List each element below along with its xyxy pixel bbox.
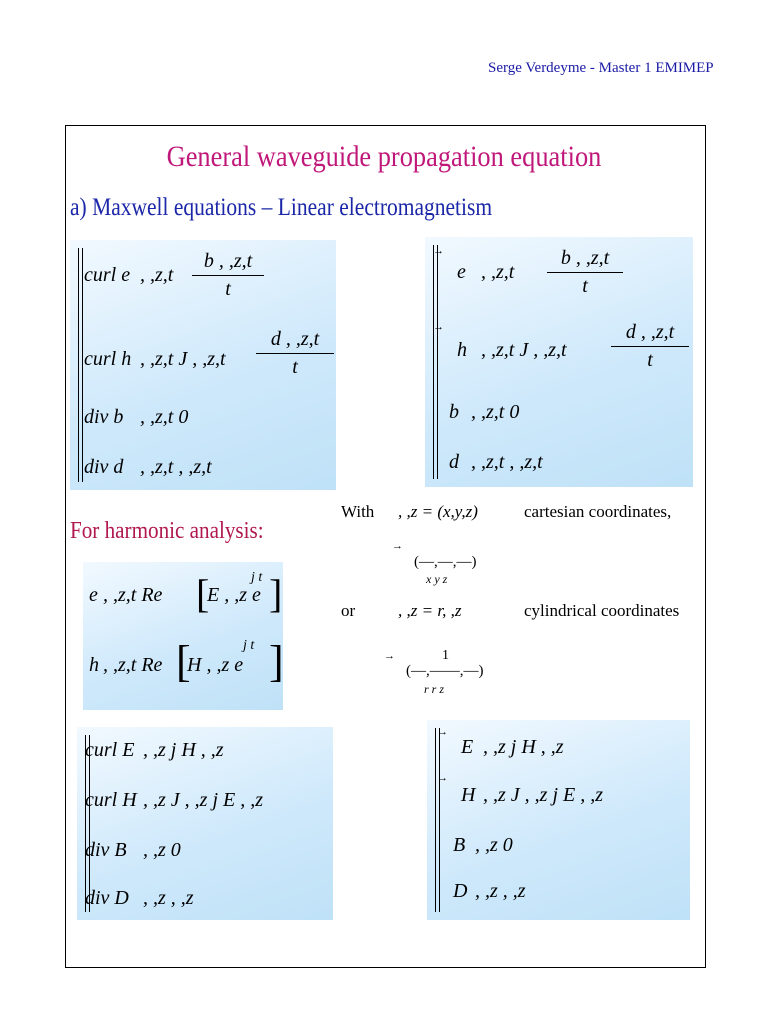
fraction-line xyxy=(547,272,623,273)
nabla-arrow-icon: → xyxy=(384,650,395,662)
nabla-arrow-icon: → xyxy=(437,726,448,738)
exponent: j t xyxy=(243,638,255,653)
fraction-line xyxy=(611,346,689,347)
system-bar xyxy=(439,728,440,912)
equation-args: , ,z,t 0 xyxy=(471,401,520,423)
equation-args: , ,z,t Re xyxy=(103,584,163,606)
fraction-denominator: t xyxy=(647,349,653,371)
equation-inner: E , ,z e xyxy=(207,584,261,606)
equation-lhs: e xyxy=(89,584,98,606)
equation-lhs: curl e xyxy=(84,264,131,286)
equation-lhs: curl E xyxy=(85,739,135,761)
equation-rhs: , ,z 0 xyxy=(143,839,181,861)
equation-rhs: , ,z , ,z xyxy=(475,880,526,902)
fraction-line xyxy=(192,275,264,276)
cylindrical-label: cylindrical coordinates xyxy=(524,601,680,620)
cartesian-definition: , ,z = (x,y,z) xyxy=(398,502,478,521)
fraction xyxy=(192,250,264,301)
with-label: With xyxy=(341,502,375,521)
harmonic-maxwell-box-nabla xyxy=(427,720,690,920)
equation-rhs: , ,z J , ,z j E , ,z xyxy=(483,784,603,806)
equation-lhs: curl h xyxy=(84,348,132,370)
fraction-numerator: d , ,z,t xyxy=(270,328,320,350)
slide-title: General waveguide propagation equation xyxy=(166,140,602,173)
fraction-denominator: t xyxy=(292,356,298,378)
nabla-arrow-icon: → xyxy=(437,772,448,784)
harmonic-box xyxy=(83,562,283,710)
cartesian-label: cartesian coordinates, xyxy=(524,502,672,521)
system-bar xyxy=(433,245,434,479)
equation-lhs: E xyxy=(461,736,474,758)
equation-args: , ,z,t xyxy=(140,264,174,286)
cylindrical-gradient-denominators: r r z xyxy=(424,682,445,696)
equation-lhs: b xyxy=(449,401,459,423)
equation-lhs: B xyxy=(453,834,466,856)
equation-lhs: h xyxy=(457,339,467,361)
author-header: Serge Verdeyme - Master 1 EMIMEP xyxy=(488,60,714,76)
fraction xyxy=(547,247,623,298)
equation-args: , ,z,t , ,z,t xyxy=(471,451,543,473)
harmonic-heading: For harmonic analysis: xyxy=(70,518,264,544)
bracket-left: [ xyxy=(196,571,210,616)
fraction xyxy=(256,328,334,379)
equation-args: , ,z,t xyxy=(481,261,515,283)
fraction-numerator: b , ,z,t xyxy=(560,247,610,269)
cylindrical-gradient-numerator: 1 xyxy=(442,648,449,663)
system-bar xyxy=(437,245,438,479)
harmonic-maxwell-box-curl xyxy=(77,727,333,920)
fraction xyxy=(611,321,689,372)
equation-lhs: e xyxy=(457,261,466,283)
equation-rhs: , ,z J , ,z j E , ,z xyxy=(143,789,263,811)
equation-lhs: D xyxy=(453,880,468,902)
equation-rhs: , ,z j H , ,z xyxy=(143,739,224,761)
equation-lhs: div b xyxy=(84,406,124,428)
cylindrical-gradient: (—,——,—) xyxy=(406,663,484,679)
nabla-arrow-icon: → xyxy=(392,540,403,552)
or-label: or xyxy=(341,601,356,620)
system-bar xyxy=(435,728,436,912)
bracket-right: ] xyxy=(269,637,284,686)
equation-args: , ,z,t Re xyxy=(103,654,163,676)
exponent: j t xyxy=(251,570,263,585)
fraction-denominator: t xyxy=(582,275,588,297)
equation-rhs: , ,z 0 xyxy=(475,834,513,856)
equation-lhs: H xyxy=(461,784,476,806)
equation-lhs: h xyxy=(89,654,99,676)
fraction-numerator: b , ,z,t xyxy=(203,250,253,272)
equation-lhs: curl H xyxy=(85,789,137,811)
equation-lhs: div d xyxy=(84,456,124,478)
bracket-right: ] xyxy=(269,571,283,616)
cylindrical-definition: , ,z = r, ,z xyxy=(398,601,462,620)
equation-args: , ,z,t J , ,z,t xyxy=(140,348,226,370)
nabla-arrow-icon: → xyxy=(433,321,444,333)
maxwell-box-curl xyxy=(70,240,336,490)
fraction-denominator: t xyxy=(225,278,231,300)
equation-lhs: div D xyxy=(85,887,129,909)
cartesian-gradient-denominators: x y z xyxy=(426,572,448,586)
equation-args: , ,z,t J , ,z,t xyxy=(481,339,567,361)
equation-lhs: d xyxy=(449,451,459,473)
section-subtitle: a) Maxwell equations – Linear electromagnetism xyxy=(70,194,493,221)
equation-args: , ,z,t , ,z,t xyxy=(140,456,212,478)
nabla-arrow-icon: → xyxy=(433,245,444,257)
equation-lhs: div B xyxy=(85,839,127,861)
cartesian-gradient: (—,—,—) xyxy=(414,554,477,570)
fraction-line xyxy=(256,353,334,354)
system-bar xyxy=(78,248,79,482)
equation-rhs: , ,z , ,z xyxy=(143,887,194,909)
bracket-left: [ xyxy=(176,637,191,686)
equation-rhs: , ,z j H , ,z xyxy=(483,736,564,758)
equation-args: , ,z,t 0 xyxy=(140,406,189,428)
system-bar xyxy=(82,248,83,482)
maxwell-box-nabla xyxy=(425,237,693,487)
equation-inner: H , ,z e xyxy=(187,654,244,676)
fraction-numerator: d , ,z,t xyxy=(625,321,675,343)
